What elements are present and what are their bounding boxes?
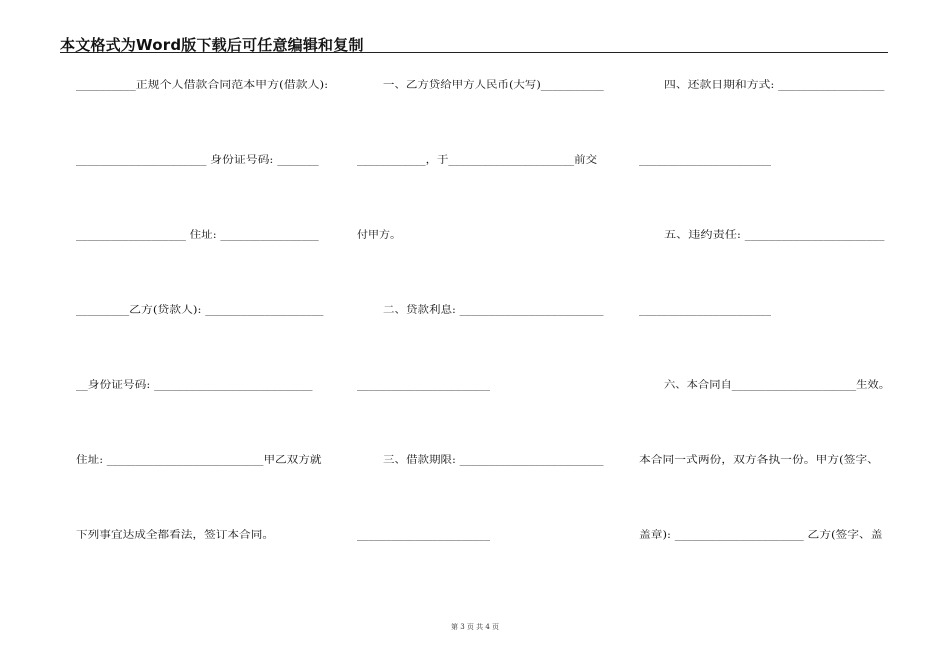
col3-line-6: 本合同一式两份，双方各执一份。甲方(签字、 (639, 455, 879, 466)
col2-line-7: _______________________ (357, 530, 490, 541)
col1-line-3: ___________________ 住址: _________________ (76, 230, 319, 241)
col3-line-4: _______________________ (639, 305, 771, 316)
col2-line-1: 一、乙方贷给甲方人民币(大写)___________ (383, 80, 604, 91)
document-header-title: 本文格式为Word版下载后可任意编辑和复制 (60, 36, 364, 54)
col3-line-7: 盖章): ______________________ 乙方(签字、盖 (639, 530, 883, 541)
col3-line-3: 五、违约责任: _______________________ (664, 230, 885, 241)
col3-line-1: 四、还款日期和方式: __________________ (664, 80, 885, 91)
col2-line-2: ____________，于______________________前交 (357, 155, 597, 166)
col1-line-2: ______________________ 身份证号码: _______ (76, 155, 319, 166)
col2-line-6: 三、借款期限: _________________________ (383, 455, 604, 466)
col2-line-5: _______________________ (357, 380, 490, 391)
col1-line-6: 住址: ___________________________甲乙双方就 (76, 455, 322, 466)
col1-line-7: 下列事宜达成全都看法，签订本合同。 (76, 530, 274, 541)
col2-line-4: 二、贷款利息: _________________________ (383, 305, 604, 316)
col1-line-1: __________正规个人借款合同范本甲方(借款人): (76, 80, 329, 91)
col2-line-3: 付甲方。 (357, 230, 401, 241)
header-divider (60, 52, 888, 53)
col3-line-2: _______________________ (639, 155, 771, 166)
col3-line-5: 六、本合同自______________________生效。 (664, 380, 890, 391)
page-number: 第 3 页 共 4 页 (450, 623, 500, 631)
col1-line-4: _________乙方(贷款人): ____________________ (76, 305, 324, 316)
col1-line-5: __身份证号码: ___________________________ (76, 380, 313, 391)
